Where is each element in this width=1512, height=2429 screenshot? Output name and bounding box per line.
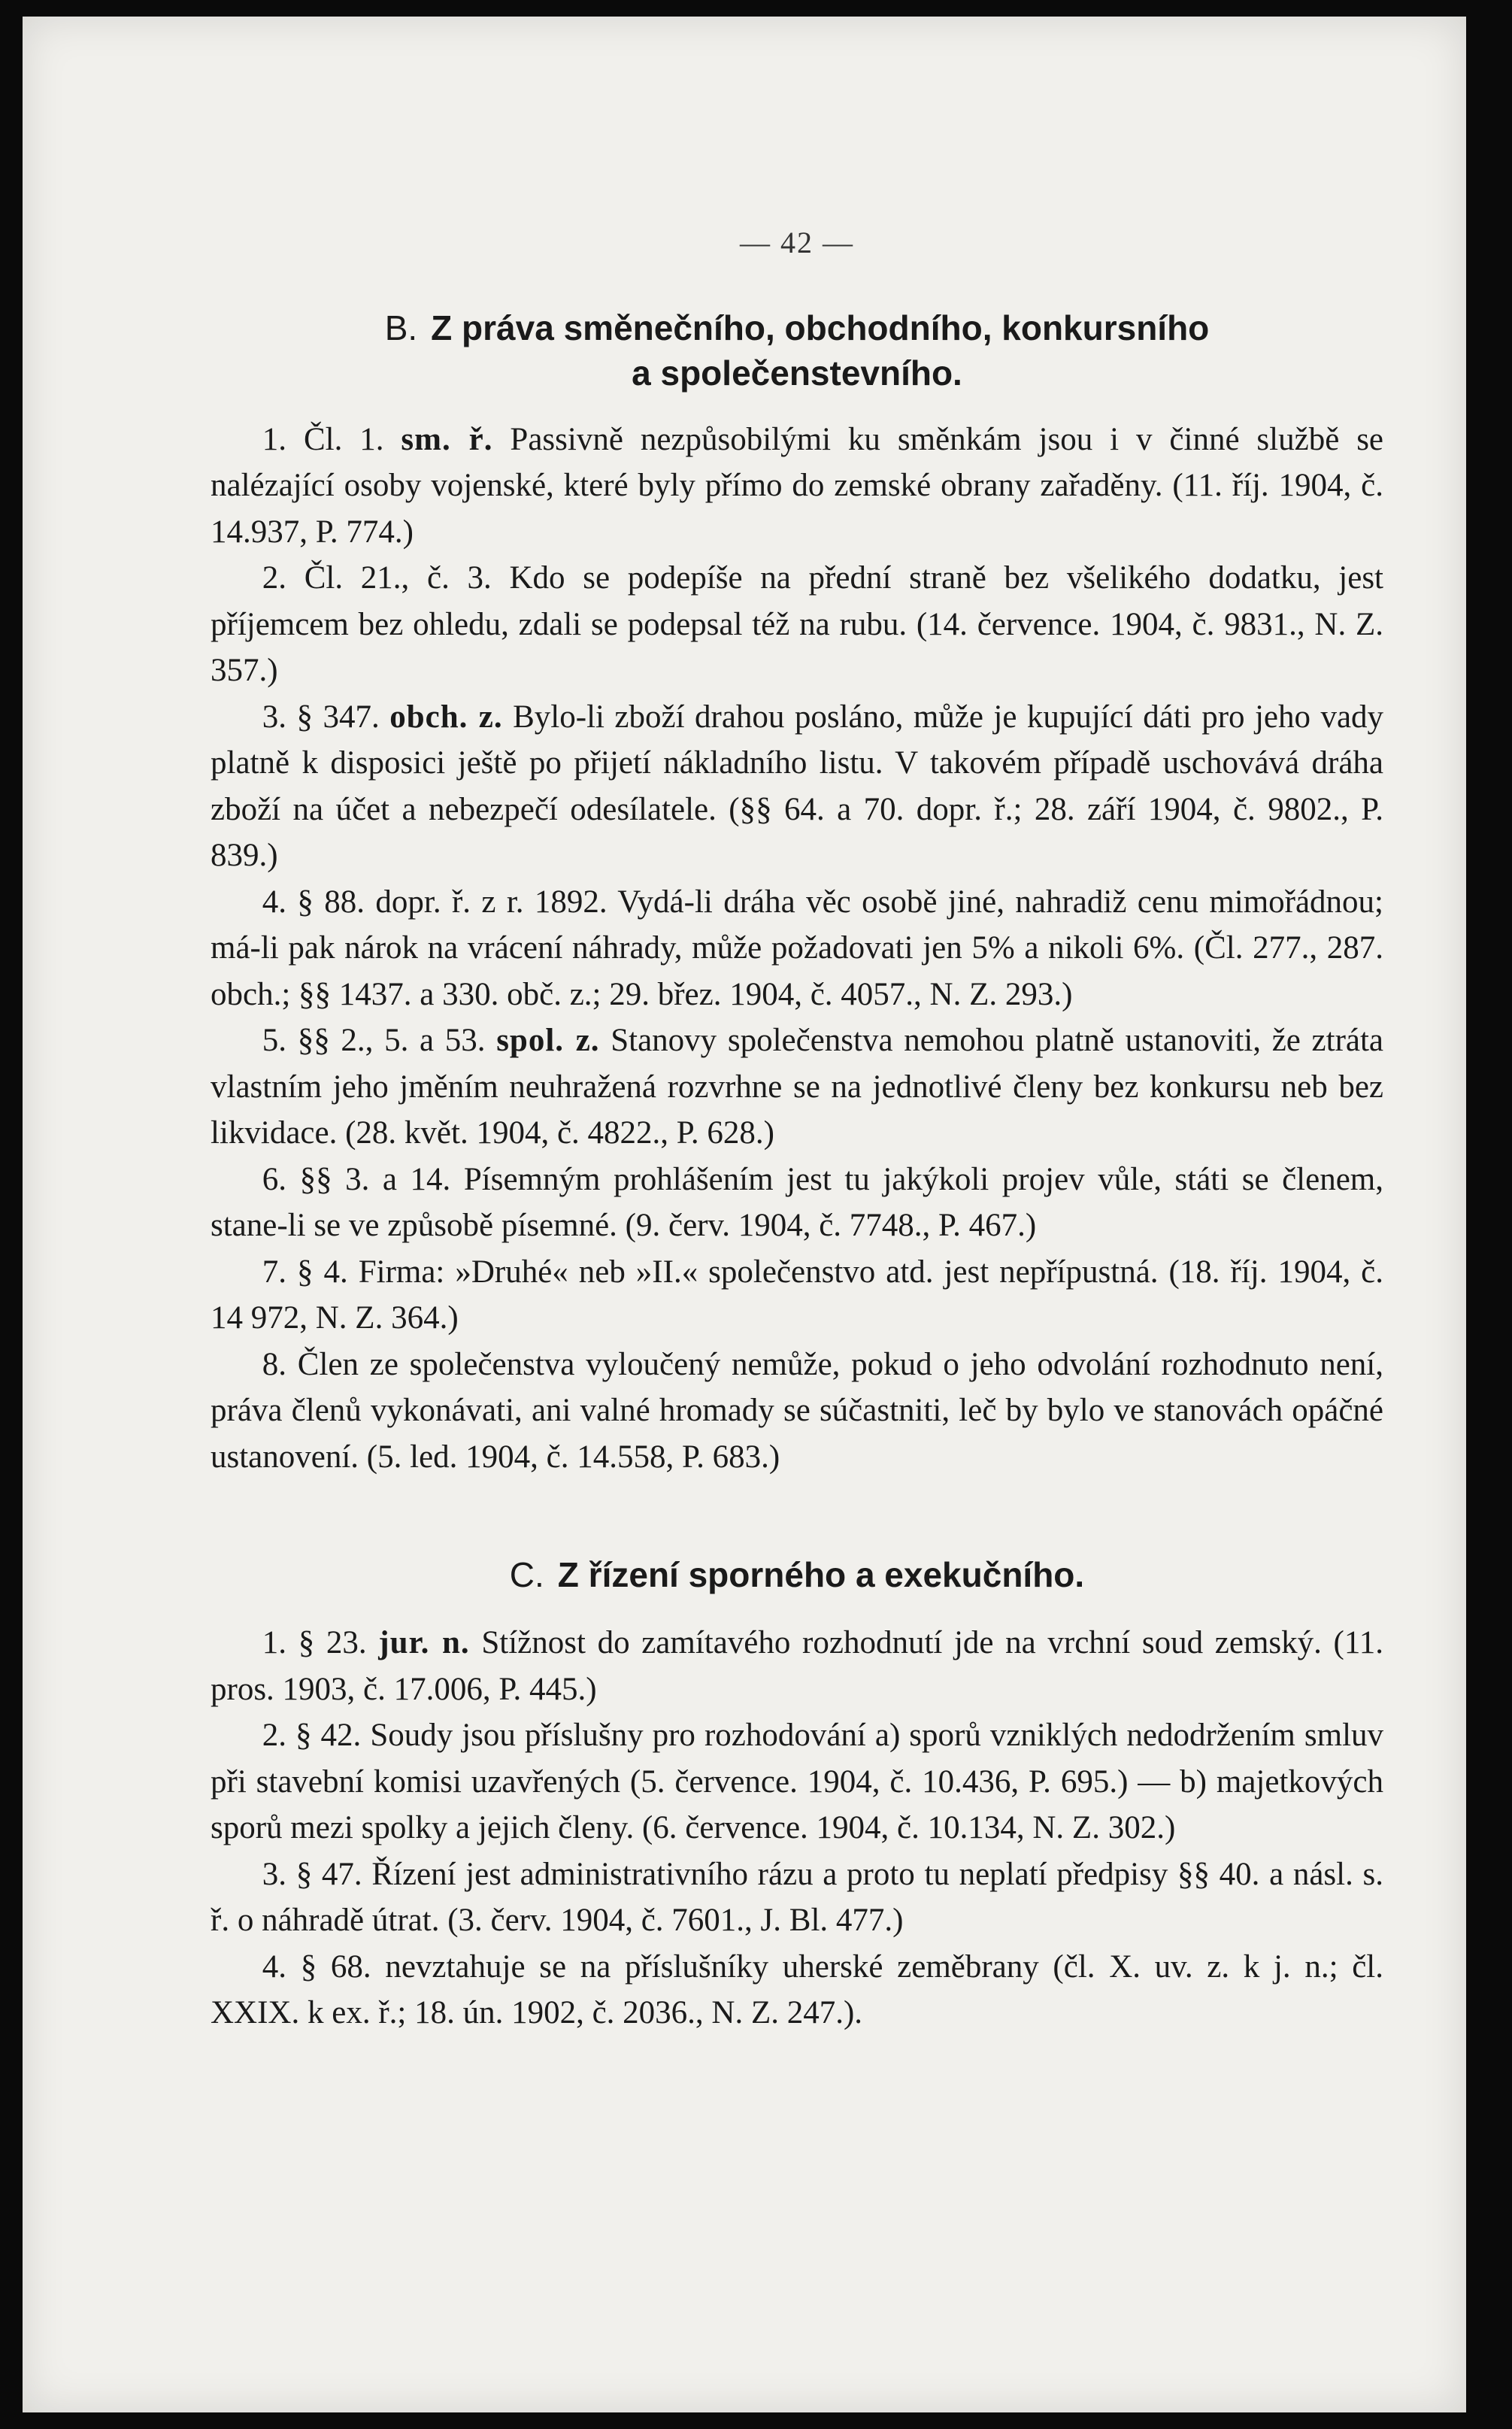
page-text bbox=[211, 220, 1383, 2036]
section-c-title: Z řízení sporného a exekučního. bbox=[557, 1555, 1085, 1594]
entry-text: Kdo se podepíše na přední straně bez všelikého dodatku, jest příjemcem bez ohledu, zdali se podepsal též na rubu. (14. července. 1904, č. 9831., N. Z. 357.) bbox=[211, 560, 1384, 688]
entry-lead: 8. bbox=[262, 1346, 287, 1382]
entry-law-ref: sm. ř. bbox=[401, 421, 493, 457]
paragraph bbox=[211, 1712, 1383, 1851]
paragraph bbox=[211, 1249, 1383, 1342]
entry-law-ref: jur. n. bbox=[378, 1625, 470, 1660]
entry-text: Stížnost do zamítavého rozhodnutí jde na vrchní soud zemský. (11. pros. 1903, č. 17.006, P. 445.) bbox=[211, 1625, 1384, 1707]
section-b-letter: B. bbox=[384, 308, 418, 347]
entry-text: Písemným prohlášením jest tu jakýkoli projev vůle, státi se členem, stane-li se ve způsobě písemné. (9. červ. 1904, č. 7748., P. 467.) bbox=[211, 1161, 1383, 1243]
entry-law-ref: obch. z. bbox=[389, 699, 503, 735]
section-c-letter: C. bbox=[509, 1555, 544, 1594]
entry-text: Člen ze společenstva vyloučený nemůže, pokud o jeho odvolání rozhodnuto není, práva členů vykonávati, ani valné hromady se súčastniti, leč by bylo ve stanovách opáčné ustanovení. (5. led. 1904, č. 14.558, P. 683.) bbox=[211, 1346, 1384, 1475]
section-b-title-line1: Z práva směnečního, obchodního, konkursního bbox=[431, 308, 1210, 347]
entry-lead: 2. Čl. 21., č. 3. bbox=[262, 560, 492, 596]
entry-lead: 4. § 68. bbox=[262, 1948, 371, 1985]
entry-lead: 5. §§ 2., 5. a 53. bbox=[262, 1023, 486, 1058]
entry-text: nevztahuje se na příslušníky uherské zeměbrany (čl. X. uv. z. k j. n.; čl. XXIX. k ex. ř.; 18. ún. 1902, č. 2036., N. Z. 247.). bbox=[211, 1948, 1383, 2030]
paragraph bbox=[211, 1944, 1383, 2036]
entry-law-ref: spol. z. bbox=[496, 1023, 600, 1058]
paragraph bbox=[211, 417, 1383, 556]
entry-lead: 1. Čl. 1. bbox=[262, 421, 384, 457]
section-b-entries bbox=[211, 417, 1383, 1481]
paragraph bbox=[211, 1342, 1383, 1481]
entry-text: Stanovy společenstva nemohou platně ustanoviti, že ztráta vlastním jeho jměním neuhražená rozvrhne se na jednotlivé členy bez konkursu neb bez likvidace. (28. květ. 1904, č. 4822., P. 628.) bbox=[211, 1023, 1384, 1151]
section-c bbox=[211, 1552, 1383, 1597]
entry-text: Firma: »Druhé« neb »II.« společenstvo atd. jest nepřípustná. (18. říj. 1904, č. 14 972, N. Z. 364.) bbox=[211, 1254, 1384, 1336]
section-c-entries bbox=[211, 1620, 1383, 2036]
page-number: — 42 — bbox=[740, 226, 854, 259]
paragraph bbox=[211, 1851, 1383, 1944]
entry-lead: 7. § 4. bbox=[262, 1254, 348, 1290]
entry-lead: 6. §§ 3. a 14. bbox=[262, 1161, 451, 1197]
entry-lead: 1. § 23. bbox=[262, 1625, 367, 1660]
entry-text: Passivně nezpůsobilými ku směnkám jsou i v činné službě se nalézající osoby vojenské, které byly přímo do zemské obrany zařaděny. (11. říj. 1904, č. 14.937, P. 774.) bbox=[211, 421, 1384, 550]
paragraph bbox=[211, 879, 1383, 1018]
entry-text: Řízení jest administrativního rázu a proto tu neplatí předpisy §§ 40. a násl. s. ř. o náhradě útrat. (3. červ. 1904, č. 7601., J. Bl. 477.) bbox=[211, 1856, 1384, 1938]
section-b-title-line2: a společenstevního. bbox=[632, 353, 962, 393]
entry-lead: 3. § 347. bbox=[262, 699, 380, 735]
entry-lead: 4. § 88. bbox=[262, 884, 365, 920]
entry-text: Soudy jsou příslušny pro rozhodování a) sporů vzniklých nedodržením smluv při stavební komisi uzavřených (5. července. 1904, č. 10.436, P. 695.) — b) majetkových sporů mezi spolky a jejich členy. (6. července. 1904, č. 10.134, N. Z. 302.) bbox=[211, 1718, 1384, 1845]
paragraph bbox=[211, 1157, 1383, 1249]
paragraph bbox=[211, 1017, 1383, 1157]
book-page bbox=[23, 17, 1466, 2412]
section-b-heading-line2 bbox=[211, 350, 1383, 396]
section-b-heading bbox=[211, 305, 1383, 350]
entry-lead: 2. § 42. bbox=[262, 1718, 362, 1753]
section-c-heading bbox=[211, 1552, 1383, 1597]
paragraph bbox=[211, 694, 1383, 879]
entry-lead: 3. § 47. bbox=[262, 1856, 362, 1892]
entry-text: dopr. ř. z r. 1892. Vydá-li dráha věc osobě jiné, nahradiž cenu mimořádnou; má-li pak nárok na vrácení náhrady, může požadovati jen 5% a nikoli 6%. (Čl. 277., 287. obch.; §§ 1437. a 330. obč. z.; 29. břez. 1904, č. 4057., N. Z. 293.) bbox=[211, 884, 1384, 1012]
section-b bbox=[211, 305, 1383, 396]
paragraph bbox=[211, 1620, 1383, 1712]
paragraph bbox=[211, 555, 1383, 694]
entry-text: Bylo-li zboží drahou posláno, může je kupující dáti pro jeho vady platně k disposici ještě po přijetí nákladního listu. V takovém případě uschovává dráha zboží na účet a nebezpečí odesílatele. (§§ 64. a 70. dopr. ř.; 28. září 1904, č. 9802., P. 839.) bbox=[211, 699, 1384, 873]
